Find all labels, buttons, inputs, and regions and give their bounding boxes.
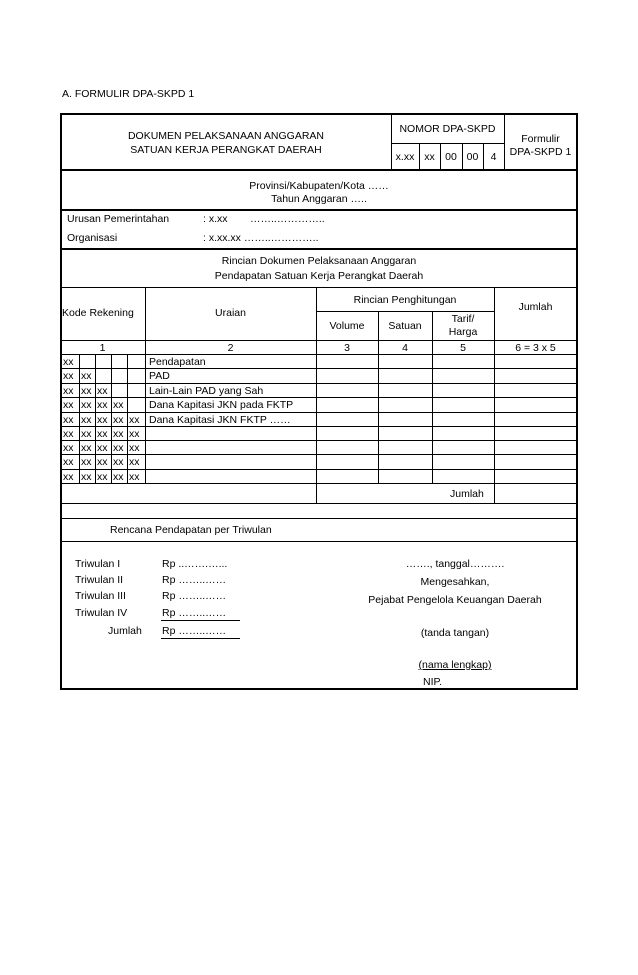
- signature-placeholder: (tanda tangan): [420, 627, 490, 639]
- region-line1: Provinsi/Kabupaten/Kota ……: [249, 180, 389, 192]
- urusan-dots: ……..…………..: [250, 213, 325, 225]
- section-heading: A. FORMULIR DPA-SKPD 1: [62, 88, 195, 100]
- nomor-cell: 00: [466, 151, 479, 163]
- code-cell: xx: [97, 456, 108, 468]
- code-cell: xx: [81, 414, 92, 426]
- nomor-cell: x.xx: [395, 151, 415, 163]
- code-cell: xx: [63, 456, 74, 468]
- code-cell: xx: [113, 471, 124, 483]
- urusan-label: Urusan Pemerintahan: [67, 213, 170, 225]
- col-number: 2: [227, 342, 234, 354]
- code-cell: xx: [97, 428, 108, 440]
- code-cell: xx: [113, 414, 124, 426]
- col-jumlah: Jumlah: [518, 301, 553, 313]
- code-cell: xx: [97, 414, 108, 426]
- uraian-cell: Pendapatan: [149, 356, 206, 368]
- triwulan-label: Triwulan II: [75, 574, 124, 586]
- code-cell: xx: [129, 471, 140, 483]
- uraian-cell: PAD: [149, 370, 170, 382]
- official-title: Pejabat Pengelola Keuangan Daerah: [368, 594, 542, 606]
- code-cell: xx: [129, 414, 140, 426]
- nomor-cell: xx: [424, 151, 435, 163]
- code-cell: xx: [129, 428, 140, 440]
- col-volume: Volume: [329, 320, 365, 332]
- code-cell: xx: [113, 428, 124, 440]
- triwulan-value: Rp ……..……: [162, 574, 227, 586]
- triwulan-value: Rp ……..……: [162, 607, 227, 619]
- triwulan-total-label: Jumlah: [108, 625, 142, 637]
- col-number: 3: [344, 342, 350, 354]
- rincian-title-line1: Rincian Dokumen Pelaksanaan Anggaran: [221, 255, 417, 267]
- col-tarif-line2: Harga: [448, 326, 478, 338]
- col-uraian: Uraian: [215, 307, 246, 319]
- code-cell: xx: [113, 399, 124, 411]
- doc-title-line2: SATUAN KERJA PERANGKAT DAERAH: [130, 144, 322, 156]
- nomor-cell: 4: [490, 151, 497, 163]
- formulir-line2: DPA-SKPD 1: [509, 146, 572, 158]
- triwulan-label: Triwulan I: [75, 558, 121, 570]
- code-cell: xx: [81, 370, 92, 382]
- col-tarif-line1: Tarif/: [451, 313, 475, 325]
- region-line2: Tahun Anggaran …..: [271, 193, 367, 205]
- col-number: 5: [460, 342, 466, 354]
- formulir-line1: Formulir: [521, 133, 560, 145]
- code-cell: xx: [63, 385, 74, 397]
- nip-label: NIP.: [423, 676, 443, 688]
- nomor-cell: 00: [445, 151, 457, 163]
- code-cell: xx: [81, 471, 92, 483]
- place-date: ……., tanggal……….: [405, 558, 505, 570]
- code-cell: xx: [63, 442, 74, 454]
- code-cell: xx: [113, 442, 124, 454]
- col-number: 4: [402, 342, 408, 354]
- code-cell: xx: [81, 442, 92, 454]
- uraian-cell: Lain-Lain PAD yang Sah: [149, 385, 264, 397]
- approve-text: Mengesahkan,: [420, 576, 490, 588]
- triwulan-label: Triwulan IV: [75, 607, 128, 619]
- code-cell: xx: [97, 385, 108, 397]
- code-cell: xx: [97, 442, 108, 454]
- urusan-value: : x.xx: [203, 213, 228, 225]
- col-number: 1: [99, 342, 106, 354]
- uraian-cell: Dana Kapitasi JKN pada FKTP: [149, 399, 294, 411]
- code-cell: xx: [113, 456, 124, 468]
- col-number: 6 = 3 x 5: [515, 342, 556, 354]
- nomor-label: NOMOR DPA-SKPD: [399, 123, 496, 135]
- col-rincian-penghitungan: Rincian Penghitungan: [353, 294, 457, 306]
- code-cell: xx: [97, 399, 108, 411]
- code-cell: xx: [81, 428, 92, 440]
- doc-title-line1: DOKUMEN PELAKSANAAN ANGGARAN: [127, 130, 325, 142]
- triwulan-total-value: Rp ……..……: [162, 625, 227, 637]
- code-cell: xx: [81, 456, 92, 468]
- code-cell: xx: [63, 414, 74, 426]
- code-cell: xx: [129, 456, 140, 468]
- triwulan-value: Rp ……..……: [162, 590, 227, 602]
- code-cell: xx: [63, 356, 74, 368]
- code-cell: xx: [63, 399, 74, 411]
- name-placeholder: (nama lengkap): [418, 659, 492, 671]
- code-cell: xx: [63, 428, 74, 440]
- triwulan-label: Triwulan III: [75, 590, 126, 602]
- total-label: Jumlah: [450, 488, 484, 500]
- code-cell: xx: [81, 385, 92, 397]
- col-satuan: Satuan: [388, 320, 422, 332]
- organisasi-value: : x.xx.xx ……..…………..: [203, 232, 319, 244]
- organisasi-label: Organisasi: [67, 232, 118, 244]
- code-cell: xx: [97, 471, 108, 483]
- code-cell: xx: [81, 399, 92, 411]
- col-kode-rekening: Kode Rekening: [62, 307, 134, 319]
- rencana-title: Rencana Pendapatan per Triwulan: [110, 524, 272, 536]
- code-cell: xx: [63, 370, 74, 382]
- uraian-cell: Dana Kapitasi JKN FKTP ……: [149, 414, 291, 426]
- rincian-title-line2: Pendapatan Satuan Kerja Perangkat Daerah: [214, 270, 424, 282]
- code-cell: xx: [129, 442, 140, 454]
- code-cell: xx: [63, 471, 74, 483]
- triwulan-value: Rp ..…….…...: [162, 558, 228, 570]
